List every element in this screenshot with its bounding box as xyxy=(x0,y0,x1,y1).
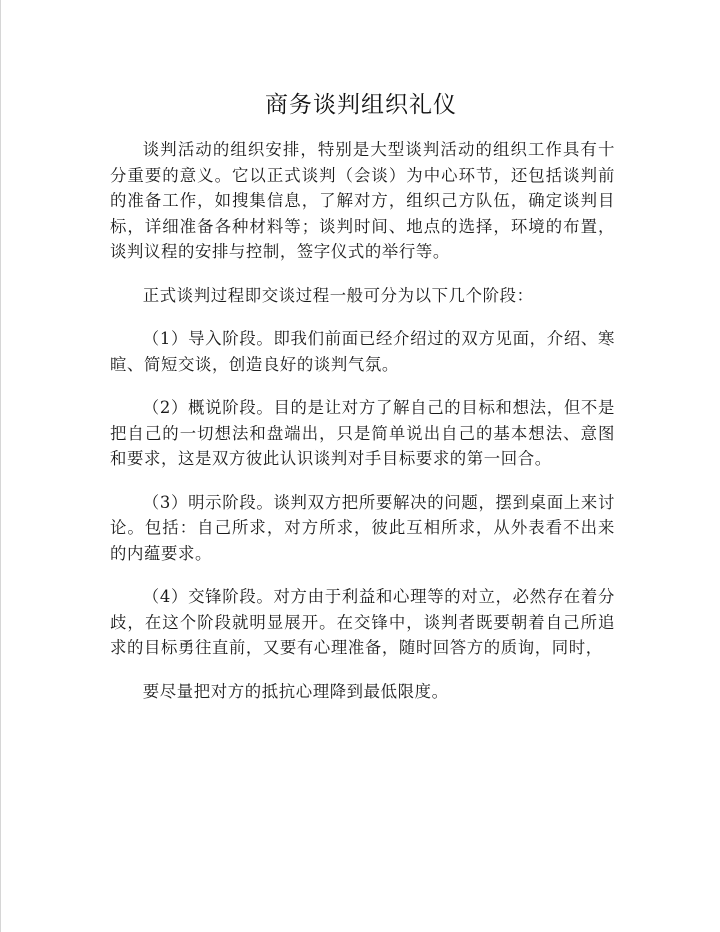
paragraph-intro: 谈判活动的组织安排，特别是大型谈判活动的组织工作具有十分重要的意义。它以正式谈判（会谈）为中心环节，还包括谈判前的准备工作，如搜集信息，了解对方，组织己方队伍，确定谈判目标，详细准备各种材料等；谈判时间、地点的选择，环境的布置，谈判议程的安排与控制，签字仪式的举行等。 xyxy=(110,140,615,261)
paragraph-stage-1: （1）导入阶段。即我们前面已经介绍过的双方见面，介绍、寒暄、简短交谈，创造良好的谈判气氛。 xyxy=(110,329,615,374)
document-title: 商务谈判组织礼仪 xyxy=(265,92,457,118)
paragraph-stage-2: （2）概说阶段。目的是让对方了解自己的目标和想法，但不是把自己的一切想法和盘端出，只是简单说出自己的基本想法、意图和要求，这是双方彼此认识谈判对手目标要求的第一回合。 xyxy=(110,398,615,468)
paragraph-stage-3: （3）明示阶段。谈判双方把所要解决的问题，摆到桌面上来讨论。包括：自己所求，对方所求，彼此互相所求，从外表看不出来的内蕴要求。 xyxy=(110,492,615,563)
paragraph-stages-intro: 正式谈判过程即交谈过程一般可分为以下几个阶段： xyxy=(142,285,534,305)
paragraph-closing: 要尽量把对方的抵抗心理降到最低限度。 xyxy=(142,681,449,701)
document-body xyxy=(110,137,615,704)
paragraph-stage-4: （4）交锋阶段。对方由于利益和心理等的对立，必然存在着分歧，在这个阶段就明显展开。在交锋中，谈判者既要朝着自己所追求的目标勇往直前，又要有心理准备，随时回答方的质询，同时， xyxy=(110,587,615,657)
